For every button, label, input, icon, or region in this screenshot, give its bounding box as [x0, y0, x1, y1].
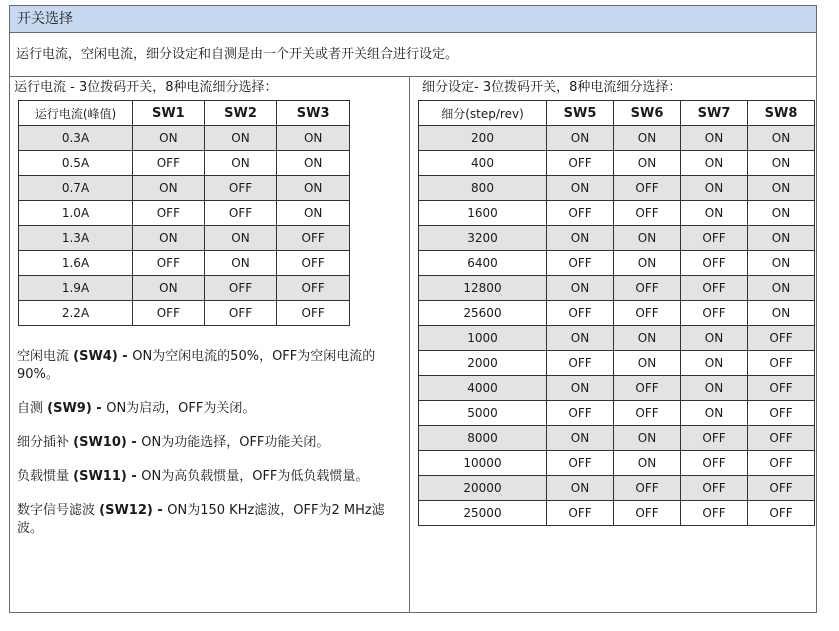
table-cell: 20000 — [419, 476, 547, 501]
panel-title: 开关选择 — [10, 6, 816, 33]
table-cell: OFF — [748, 351, 815, 376]
table-row — [419, 326, 815, 351]
note-text: ON为空闲电流的50%，OFF为空闲电流的90%。 — [17, 349, 376, 382]
table-row — [19, 201, 350, 226]
table-cell: ON — [681, 176, 748, 201]
note-switch-id: (SW10) - — [73, 435, 142, 450]
table-cell: 1600 — [419, 201, 547, 226]
table-cell: ON — [547, 226, 614, 251]
table-cell: OFF — [547, 351, 614, 376]
column-header: 运行电流(峰值) — [19, 101, 133, 126]
column-header: 细分(step/rev) — [419, 101, 547, 126]
table-cell: ON — [748, 301, 815, 326]
table-cell: ON — [681, 351, 748, 376]
table-cell: ON — [133, 126, 205, 151]
table-row — [419, 201, 815, 226]
table-row — [419, 126, 815, 151]
switch-note — [17, 502, 407, 538]
table-row — [419, 401, 815, 426]
table-cell: OFF — [133, 201, 205, 226]
table-row — [19, 176, 350, 201]
table-cell: OFF — [748, 451, 815, 476]
column-divider — [409, 77, 410, 613]
table-cell: OFF — [133, 251, 205, 276]
table-cell: ON — [614, 251, 681, 276]
table-cell: ON — [204, 151, 277, 176]
table-cell: ON — [614, 151, 681, 176]
note-switch-id: (SW4) - — [73, 349, 133, 364]
note-switch-id: (SW9) - — [47, 401, 107, 416]
table-cell: ON — [204, 226, 277, 251]
table-cell: ON — [204, 126, 277, 151]
current-section-title: 运行电流 - 3位拨码开关，8种电流细分选择： — [14, 80, 278, 95]
table-cell: OFF — [681, 276, 748, 301]
table-row — [419, 451, 815, 476]
table-cell: OFF — [547, 501, 614, 526]
current-header-row — [19, 101, 350, 126]
table-cell: OFF — [133, 151, 205, 176]
table-cell: OFF — [681, 451, 748, 476]
table-cell: ON — [681, 401, 748, 426]
table-cell: 4000 — [419, 376, 547, 401]
table-cell: 400 — [419, 151, 547, 176]
table-cell: OFF — [277, 226, 350, 251]
table-cell: OFF — [681, 476, 748, 501]
column-header: SW3 — [277, 101, 350, 126]
switch-note — [17, 434, 407, 452]
current-table — [18, 100, 350, 326]
table-cell: ON — [277, 176, 350, 201]
column-header: SW2 — [204, 101, 277, 126]
table-cell: OFF — [681, 301, 748, 326]
table-cell: ON — [547, 176, 614, 201]
table-cell: 10000 — [419, 451, 547, 476]
table-cell: ON — [614, 326, 681, 351]
table-cell: 800 — [419, 176, 547, 201]
table-cell: ON — [748, 201, 815, 226]
table-row — [19, 301, 350, 326]
table-row — [19, 226, 350, 251]
table-row — [419, 301, 815, 326]
table-row — [419, 226, 815, 251]
table-cell: ON — [547, 426, 614, 451]
note-label: 空闲电流 — [17, 349, 74, 364]
note-text: ON为高负载惯量，OFF为低负载惯量。 — [141, 469, 369, 484]
table-cell: ON — [547, 476, 614, 501]
switch-note — [17, 468, 407, 486]
table-cell: OFF — [681, 426, 748, 451]
table-cell: ON — [277, 126, 350, 151]
table-cell: ON — [547, 126, 614, 151]
table-cell: ON — [277, 201, 350, 226]
table-cell: 1.3A — [19, 226, 133, 251]
table-cell: ON — [748, 276, 815, 301]
table-cell: OFF — [277, 301, 350, 326]
table-cell: OFF — [748, 401, 815, 426]
notes — [17, 348, 407, 554]
table-cell: OFF — [614, 476, 681, 501]
table-cell: 200 — [419, 126, 547, 151]
table-cell: OFF — [133, 301, 205, 326]
table-cell: 1000 — [419, 326, 547, 351]
note-switch-id: (SW12) - — [99, 503, 168, 518]
table-cell: ON — [681, 326, 748, 351]
table-cell: 5000 — [419, 401, 547, 426]
table-cell: ON — [133, 176, 205, 201]
note-label: 数字信号滤波 — [17, 503, 100, 518]
table-cell: ON — [748, 251, 815, 276]
table-cell: OFF — [204, 176, 277, 201]
note-text: ON为启动，OFF为关闭。 — [106, 401, 256, 416]
table-cell: ON — [748, 151, 815, 176]
intro-text: 运行电流，空闲电流，细分设定和自测是由一个开关或者开关组合进行设定。 — [10, 33, 816, 77]
table-cell: 25600 — [419, 301, 547, 326]
table-cell: 25000 — [419, 501, 547, 526]
note-text: ON为150 KHz滤波，OFF为2 MHz滤波。 — [17, 503, 385, 536]
table-cell: OFF — [547, 451, 614, 476]
table-cell: OFF — [748, 501, 815, 526]
table-cell: OFF — [614, 301, 681, 326]
table-cell: 3200 — [419, 226, 547, 251]
column-header: SW8 — [748, 101, 815, 126]
table-row — [419, 251, 815, 276]
table-cell: OFF — [277, 276, 350, 301]
table-cell: ON — [614, 226, 681, 251]
switch-note — [17, 400, 407, 418]
table-cell: ON — [133, 226, 205, 251]
table-row — [419, 276, 815, 301]
table-cell: ON — [748, 176, 815, 201]
table-row — [419, 151, 815, 176]
table-cell: 0.7A — [19, 176, 133, 201]
table-cell: OFF — [277, 251, 350, 276]
table-cell: ON — [614, 126, 681, 151]
table-cell: OFF — [204, 276, 277, 301]
microstep-header-row — [419, 101, 815, 126]
microstep-section-title: 细分设定- 3位拨码开关，8种电流细分选择： — [422, 80, 682, 95]
table-cell: OFF — [547, 301, 614, 326]
column-header: SW1 — [133, 101, 205, 126]
note-label: 负载惯量 — [17, 469, 74, 484]
table-cell: OFF — [681, 501, 748, 526]
table-cell: ON — [204, 251, 277, 276]
table-cell: ON — [614, 351, 681, 376]
table-cell: OFF — [547, 201, 614, 226]
table-cell: 2000 — [419, 351, 547, 376]
microstep-table — [418, 100, 815, 526]
table-cell: ON — [277, 151, 350, 176]
switch-selection-panel — [9, 5, 817, 613]
column-header: SW6 — [614, 101, 681, 126]
table-cell: 1.6A — [19, 251, 133, 276]
table-cell: ON — [547, 326, 614, 351]
note-label: 自测 — [17, 401, 48, 416]
table-row — [419, 426, 815, 451]
table-cell: OFF — [614, 376, 681, 401]
table-cell: OFF — [614, 276, 681, 301]
table-cell: 0.5A — [19, 151, 133, 176]
table-cell: ON — [547, 376, 614, 401]
table-row — [419, 476, 815, 501]
note-text: ON为功能选择，OFF功能关闭。 — [141, 435, 330, 450]
table-cell: OFF — [748, 476, 815, 501]
table-cell: 0.3A — [19, 126, 133, 151]
table-cell: ON — [681, 126, 748, 151]
table-row — [419, 351, 815, 376]
table-cell: 2.2A — [19, 301, 133, 326]
table-cell: 1.0A — [19, 201, 133, 226]
table-cell: ON — [748, 126, 815, 151]
table-row — [19, 276, 350, 301]
table-cell: OFF — [614, 176, 681, 201]
column-header: SW5 — [547, 101, 614, 126]
table-cell: OFF — [748, 426, 815, 451]
table-cell: ON — [681, 376, 748, 401]
table-cell: 6400 — [419, 251, 547, 276]
table-cell: OFF — [614, 201, 681, 226]
table-cell: ON — [133, 276, 205, 301]
table-cell: OFF — [547, 151, 614, 176]
table-cell: OFF — [681, 226, 748, 251]
table-cell: 12800 — [419, 276, 547, 301]
column-header: SW7 — [681, 101, 748, 126]
table-row — [19, 251, 350, 276]
table-cell: OFF — [547, 251, 614, 276]
table-row — [19, 126, 350, 151]
table-row — [419, 501, 815, 526]
table-row — [419, 376, 815, 401]
table-cell: OFF — [614, 501, 681, 526]
note-switch-id: (SW11) - — [73, 469, 142, 484]
table-cell: OFF — [748, 326, 815, 351]
table-cell: OFF — [748, 376, 815, 401]
table-cell: OFF — [681, 251, 748, 276]
table-cell: OFF — [547, 401, 614, 426]
table-row — [419, 176, 815, 201]
table-cell: ON — [681, 151, 748, 176]
table-row — [19, 151, 350, 176]
table-cell: ON — [547, 276, 614, 301]
table-cell: ON — [681, 201, 748, 226]
table-cell: ON — [748, 226, 815, 251]
table-cell: OFF — [204, 301, 277, 326]
table-cell: OFF — [614, 401, 681, 426]
switch-note — [17, 348, 407, 384]
table-cell: 8000 — [419, 426, 547, 451]
table-cell: OFF — [204, 201, 277, 226]
table-cell: ON — [614, 426, 681, 451]
note-label: 细分插补 — [17, 435, 74, 450]
table-cell: ON — [614, 451, 681, 476]
table-cell: 1.9A — [19, 276, 133, 301]
